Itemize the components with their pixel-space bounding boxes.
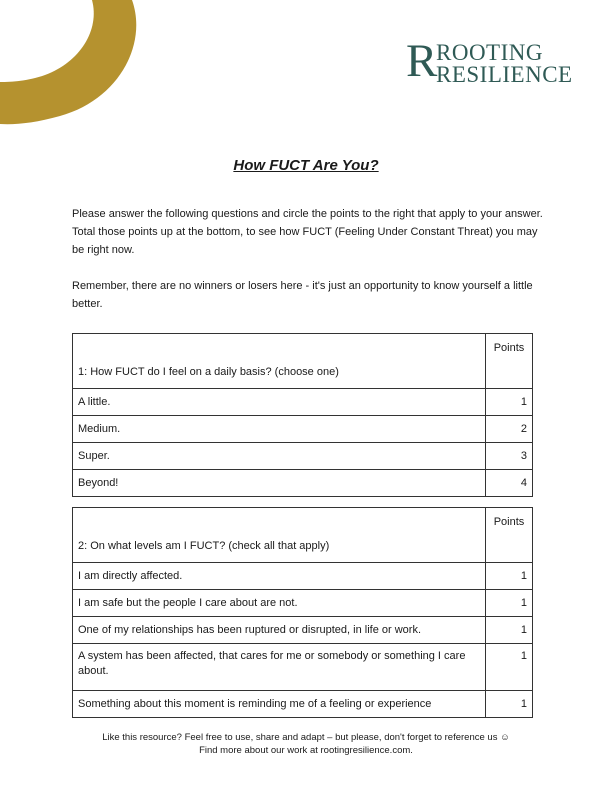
- question1-table: [72, 333, 533, 497]
- option-label: A little.: [73, 389, 486, 416]
- footer-line1: Like this resource? Feel free to use, share and adapt – but please, don't forget to reference us ☺: [102, 732, 510, 743]
- option-label: I am directly affected.: [73, 563, 486, 590]
- intro-paragraph: Please answer the following questions and circle the points to the right that apply to your answer. Total those points up at the bottom, to see how FUCT (Feeling Under Constant Threat) you may be right now.: [72, 208, 543, 256]
- table-row[interactable]: [73, 389, 533, 416]
- table-row[interactable]: [73, 563, 533, 590]
- table-row[interactable]: [73, 644, 533, 691]
- reminder-paragraph: Remember, there are no winners or losers here - it's just an opportunity to know yourself a little better.: [72, 280, 533, 310]
- option-points[interactable]: 1: [486, 389, 533, 416]
- question1-header-row: [73, 334, 533, 389]
- option-points[interactable]: 1: [486, 691, 533, 718]
- option-points[interactable]: 1: [486, 644, 533, 691]
- option-label: Super.: [73, 443, 486, 470]
- question2-table: [72, 507, 533, 718]
- table-row[interactable]: [73, 470, 533, 497]
- footer: [0, 731, 612, 757]
- logo-initial: R: [406, 35, 438, 87]
- option-points[interactable]: 1: [486, 590, 533, 617]
- question2-header-row: [73, 508, 533, 563]
- table-row[interactable]: [73, 416, 533, 443]
- option-points[interactable]: 3: [486, 443, 533, 470]
- table-row[interactable]: [73, 590, 533, 617]
- option-points[interactable]: 4: [486, 470, 533, 497]
- option-label: Beyond!: [73, 470, 486, 497]
- option-label: Something about this moment is reminding me of a feeling or experience: [73, 691, 486, 718]
- table-row[interactable]: [73, 691, 533, 718]
- footer-line2[interactable]: Find more about our work at rootingresilience.com.: [199, 745, 413, 756]
- decorative-gold-swoosh: [0, 0, 150, 130]
- table-row[interactable]: [73, 617, 533, 644]
- option-label: I am safe but the people I care about are not.: [73, 590, 486, 617]
- logo-line1: ROOTING: [436, 40, 543, 65]
- table-row[interactable]: [73, 443, 533, 470]
- option-label: A system has been affected, that cares for me or somebody or something I care about.: [73, 644, 486, 691]
- option-points[interactable]: 1: [486, 563, 533, 590]
- option-points[interactable]: 2: [486, 416, 533, 443]
- question1-points-header: Points: [486, 334, 533, 389]
- option-points[interactable]: 1: [486, 617, 533, 644]
- question1-text: 1: How FUCT do I feel on a daily basis? (choose one): [73, 334, 486, 389]
- question2-points-header: Points: [486, 508, 533, 563]
- page-title: How FUCT Are You?: [233, 157, 379, 174]
- option-label: One of my relationships has been ruptured or disrupted, in life or work.: [73, 617, 486, 644]
- option-label: Medium.: [73, 416, 486, 443]
- question2-text: 2: On what levels am I FUCT? (check all that apply): [73, 508, 486, 563]
- logo-line2: RESILIENCE: [436, 62, 573, 87]
